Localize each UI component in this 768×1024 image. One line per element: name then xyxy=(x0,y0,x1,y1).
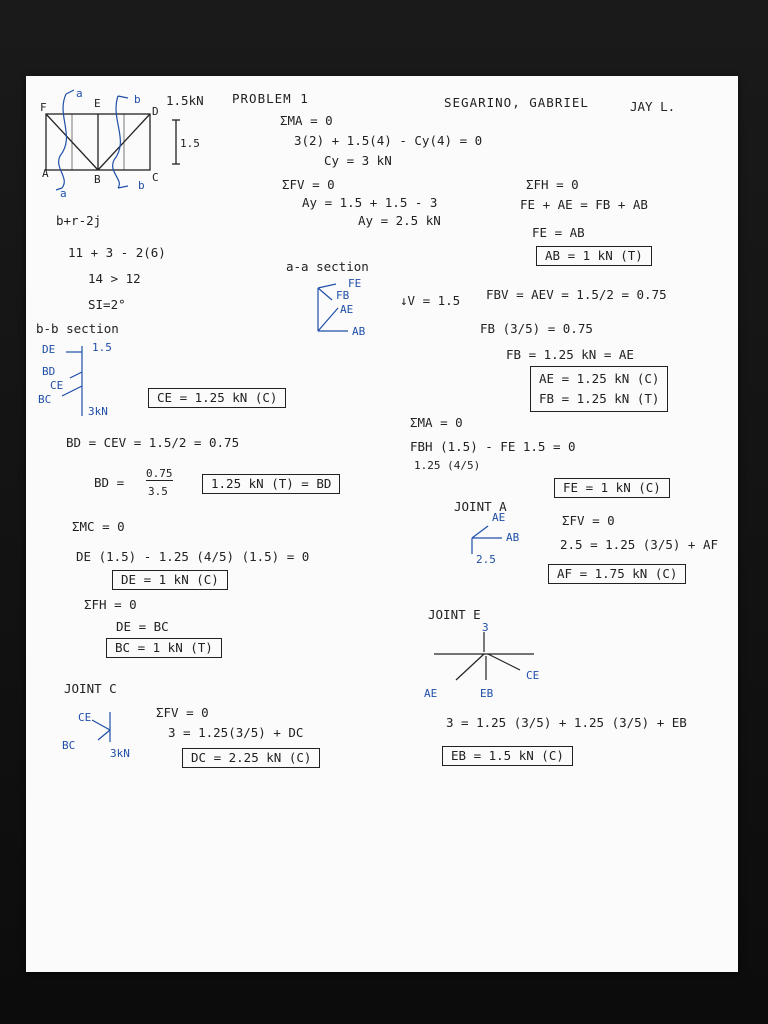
je-label-eb: EB xyxy=(480,687,494,700)
joint-e-title: JOINT E xyxy=(428,607,481,622)
je-label-ce: CE xyxy=(526,669,540,682)
bb-label-bc: BC xyxy=(38,393,52,406)
determinacy-formula: b+r-2j xyxy=(56,213,102,228)
author-name: SEGARINO, GABRIEL xyxy=(444,95,589,110)
bb-force-top: 1.5 xyxy=(92,341,112,354)
eb-equation: 3 = 1.25 (3/5) + 1.25 (3/5) + EB xyxy=(446,715,687,730)
aa-label-ae: AE xyxy=(340,303,354,316)
left-sum-horizontal: ΣFH = 0 xyxy=(84,597,137,612)
aa-label-fe: FE xyxy=(348,277,362,290)
af-equation: 2.5 = 1.25 (3/5) + AF xyxy=(560,537,719,552)
fb-equals-ae: FB = 1.25 kN = AE xyxy=(506,347,634,362)
section-bb-title: b-b section xyxy=(36,321,119,336)
degree-indeterminacy: SI=2° xyxy=(88,297,126,312)
fe-result-box: FE = 1 kN (C) xyxy=(554,478,670,498)
jc-label-ce: CE xyxy=(78,711,92,724)
ab-result-box: AB = 1 kN (T) xyxy=(536,246,652,266)
sum-vertical-forces: ΣFV = 0 xyxy=(282,177,335,192)
ja-force: 2.5 xyxy=(476,553,496,566)
right-sum-vertical: ΣFV = 0 xyxy=(562,513,615,528)
section-mark-b-bottom: b xyxy=(138,179,145,192)
joint-c-fbd xyxy=(92,712,110,742)
fe-equals-ab: FE = AB xyxy=(532,225,585,240)
aa-label-fb: FB xyxy=(336,289,350,302)
ay-result: Ay = 2.5 kN xyxy=(358,213,441,228)
bb-section-fbd xyxy=(62,346,82,416)
determinacy-comparison: 14 > 12 xyxy=(88,271,141,286)
bc-result-box: BC = 1 kN (T) xyxy=(106,638,222,658)
section-aa-title: a-a section xyxy=(286,259,369,274)
moment-equation: 3(2) + 1.5(4) - Cy(4) = 0 xyxy=(294,133,483,148)
fb-result: FB = 1.25 kN (T) xyxy=(539,391,660,406)
jc-force: 3kN xyxy=(110,747,130,760)
homework-sheet xyxy=(26,76,738,972)
node-label-f: F xyxy=(40,101,47,114)
node-label-e: E xyxy=(94,97,101,110)
joint-c-title: JOINT C xyxy=(64,681,117,696)
joint-a-fbd xyxy=(472,526,502,554)
cy-result: Cy = 3 kN xyxy=(324,153,392,168)
ae-fb-result-box xyxy=(530,366,668,412)
aa-label-ab: AB xyxy=(352,325,366,338)
ay-equation: Ay = 1.5 + 1.5 - 3 xyxy=(302,195,438,210)
bb-force-bottom: 3kN xyxy=(88,405,108,418)
je-label-ae: AE xyxy=(424,687,438,700)
section-mark-b-top: b xyxy=(134,93,141,106)
bd-numerator: 0.75 xyxy=(146,467,173,480)
ja-label-ae: AE xyxy=(492,511,506,524)
sum-moment-a-2: ΣMA = 0 xyxy=(410,415,463,430)
jc-label-bc: BC xyxy=(62,739,76,752)
sum-moment-c: ΣMC = 0 xyxy=(72,519,125,534)
bb-label-de: DE xyxy=(42,343,56,356)
sum-moment-a: ΣMA = 0 xyxy=(280,113,333,128)
section-mark-a-bottom: a xyxy=(60,187,67,200)
node-label-b: B xyxy=(94,173,101,186)
fb-component-equation: FB (3/5) = 0.75 xyxy=(480,321,593,336)
bd-result-box: 1.25 kN (T) = BD xyxy=(202,474,340,494)
bb-label-ce: CE xyxy=(50,379,64,392)
right-sum-horizontal: ΣFH = 0 xyxy=(526,177,579,192)
ae-result: AE = 1.25 kN (C) xyxy=(539,371,660,386)
eb-result-box: EB = 1.5 kN (C) xyxy=(442,746,573,766)
fbh-substitution: 1.25 (4/5) xyxy=(414,459,481,472)
je-force: 3 xyxy=(482,621,489,634)
node-label-d: D xyxy=(152,105,159,118)
determinacy-substitution: 11 + 3 - 2(6) xyxy=(68,245,166,260)
dc-equation: 3 = 1.25(3/5) + DC xyxy=(168,725,304,740)
fbh-equation: FBH (1.5) - FE 1.5 = 0 xyxy=(410,439,576,454)
bb-label-bd: BD xyxy=(42,365,56,378)
applied-load: 1.5kN xyxy=(166,93,204,108)
bd-equation-2-left: BD = xyxy=(94,475,125,490)
ja-label-ab: AB xyxy=(506,531,520,544)
horizontal-equation: FE + AE = FB + AB xyxy=(520,197,648,212)
de-equation: DE (1.5) - 1.25 (4/5) (1.5) = 0 xyxy=(76,549,310,564)
shear-v: ↓V = 1.5 xyxy=(400,293,461,308)
fbv-equation: FBV = AEV = 1.5/2 = 0.75 xyxy=(486,287,667,302)
joint-a-title: JOINT A xyxy=(454,499,507,514)
bd-denominator: 3.5 xyxy=(148,485,168,498)
node-label-a: A xyxy=(42,167,49,180)
joint-e-fbd xyxy=(434,632,534,680)
ce-result-box: CE = 1.25 kN (C) xyxy=(148,388,286,408)
de-equals-bc: DE = BC xyxy=(116,619,169,634)
bd-equation-1: BD = CEV = 1.5/2 = 0.75 xyxy=(66,435,240,450)
problem-title: PROBLEM 1 xyxy=(232,91,309,106)
height-dimension: 1.5 xyxy=(180,137,200,150)
af-result-box: AF = 1.75 kN (C) xyxy=(548,564,686,584)
author-extra: JAY L. xyxy=(630,99,676,114)
joint-c-sum-vertical: ΣFV = 0 xyxy=(156,705,209,720)
section-mark-a-top: a xyxy=(76,87,83,100)
de-result-box: DE = 1 kN (C) xyxy=(112,570,228,590)
dc-result-box: DC = 2.25 kN (C) xyxy=(182,748,320,768)
node-label-c: C xyxy=(152,171,159,184)
